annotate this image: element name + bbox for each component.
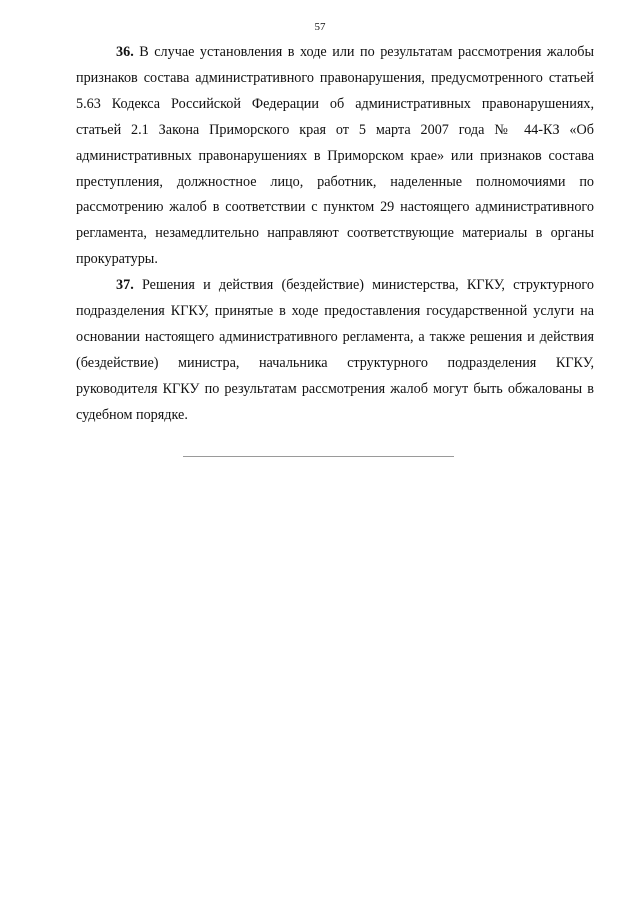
end-separator-line [183,456,454,457]
paragraph-number: 36. [116,44,134,60]
page-number: 57 [314,21,326,33]
document-body [76,40,594,429]
paragraph-number: 37. [116,277,134,294]
paragraph-36 [76,40,594,273]
paragraph-text: В случае установления в ходе или по результатам рассмотрения жалобы признаков состава административного правонарушения, предусмотренного статьей 5.63 Кодекса Российской Федерации об административных правонарушениях, статьей 2.1 Закона Приморского края от 5 марта 2007 года № 44-КЗ «Об административных правонарушениях в Приморском крае» или признаков состава преступления, должностное лицо, работник, наделенные полномочиями по рассмотрению жалоб в соответствии с пунктом 29 настоящего административного регламента, незамедлительно направляют соответствующие материалы в органы прокуратуры. [76,44,594,268]
paragraph-text: Решения и действия (бездействие) министерства, КГКУ, структурного подразделения КГКУ, принятые в ходе предоставления государственной услуги на основании настоящего административного регламента, а также решения и действия (бездействие) министра, начальника структурного подразделения КГКУ, руководителя КГКУ по результатам рассмотрения жалоб могут быть обжалованы в судебном порядке. [76,277,594,423]
paragraph-37 [76,273,594,428]
